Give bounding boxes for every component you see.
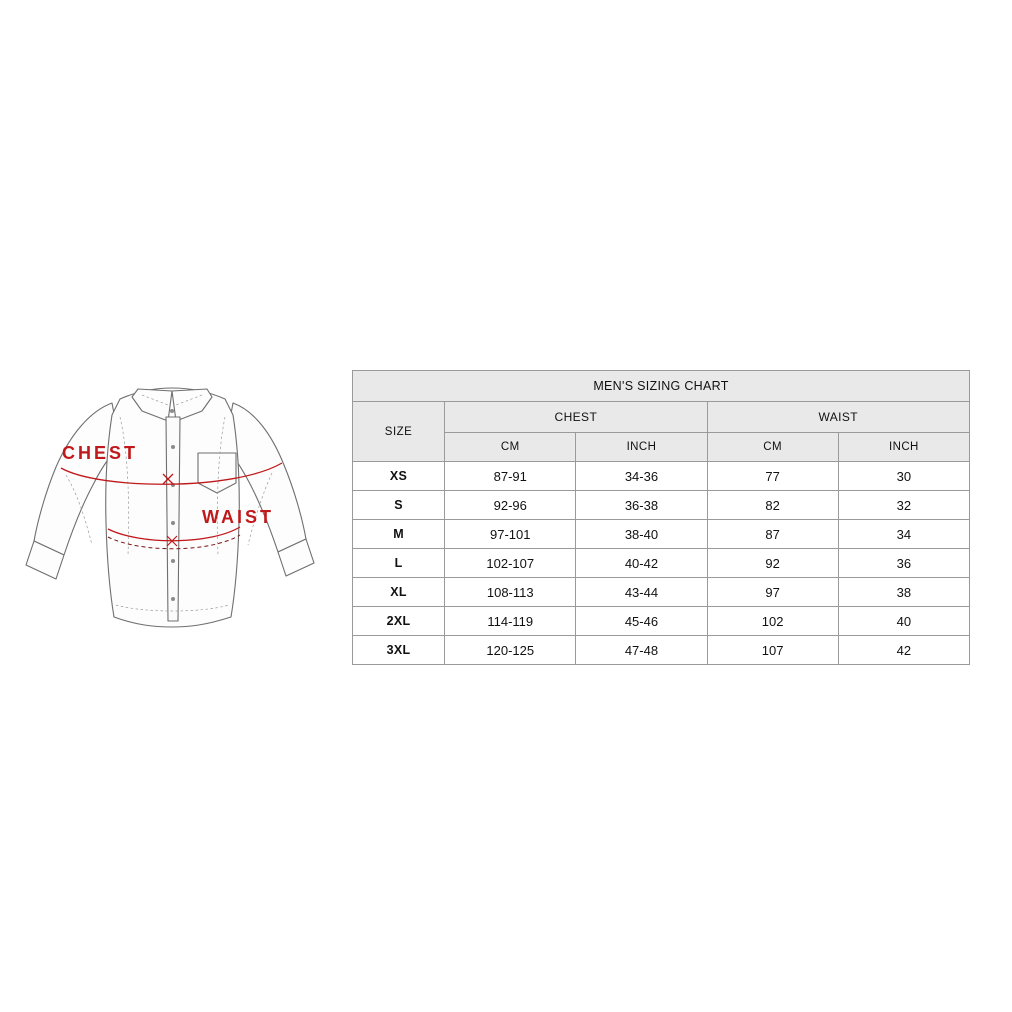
cell-chest-cm: 108-113 [445,578,576,607]
cell-waist-cm: 107 [707,636,838,665]
header-chest: CHEST [445,402,707,433]
cell-chest-inch: 34-36 [576,462,707,491]
cell-waist-cm: 102 [707,607,838,636]
sizing-table-container [352,370,970,665]
cell-chest-cm: 114-119 [445,607,576,636]
cell-chest-cm: 102-107 [445,549,576,578]
cell-chest-inch: 38-40 [576,520,707,549]
table-unit-header-row [353,433,970,462]
table-group-header-row [353,402,970,433]
cell-chest-inch: 47-48 [576,636,707,665]
cell-chest-inch: 36-38 [576,491,707,520]
cell-size: XL [353,578,445,607]
table-row [353,462,970,491]
table-row [353,578,970,607]
cell-size: L [353,549,445,578]
cell-waist-inch: 30 [838,462,969,491]
cell-waist-inch: 38 [838,578,969,607]
cell-waist-inch: 40 [838,607,969,636]
cell-size: S [353,491,445,520]
sizing-table [352,370,970,665]
header-waist: WAIST [707,402,969,433]
cell-size: 3XL [353,636,445,665]
table-row [353,636,970,665]
cell-waist-cm: 92 [707,549,838,578]
cell-size: 2XL [353,607,445,636]
cell-size: XS [353,462,445,491]
cell-chest-inch: 43-44 [576,578,707,607]
cell-chest-cm: 92-96 [445,491,576,520]
cell-waist-inch: 42 [838,636,969,665]
table-title-row [353,371,970,402]
waist-label: WAIST [202,507,274,527]
cell-waist-cm: 82 [707,491,838,520]
cell-chest-cm: 87-91 [445,462,576,491]
cell-waist-cm: 87 [707,520,838,549]
header-size: SIZE [353,402,445,462]
header-chest-inch: INCH [576,433,707,462]
cell-waist-inch: 36 [838,549,969,578]
cell-waist-cm: 97 [707,578,838,607]
table-row [353,520,970,549]
cell-waist-inch: 34 [838,520,969,549]
table-row [353,607,970,636]
cell-chest-inch: 45-46 [576,607,707,636]
cell-size: M [353,520,445,549]
cell-chest-cm: 120-125 [445,636,576,665]
header-waist-cm: CM [707,433,838,462]
header-chest-cm: CM [445,433,576,462]
table-row [353,549,970,578]
chest-label: CHEST [62,443,139,463]
shirt-illustration [20,355,330,655]
cell-chest-inch: 40-42 [576,549,707,578]
header-waist-inch: INCH [838,433,969,462]
cell-waist-cm: 77 [707,462,838,491]
table-row [353,491,970,520]
cell-chest-cm: 97-101 [445,520,576,549]
page-title: MEN'S SIZING CHART [353,371,970,402]
cell-waist-inch: 32 [838,491,969,520]
